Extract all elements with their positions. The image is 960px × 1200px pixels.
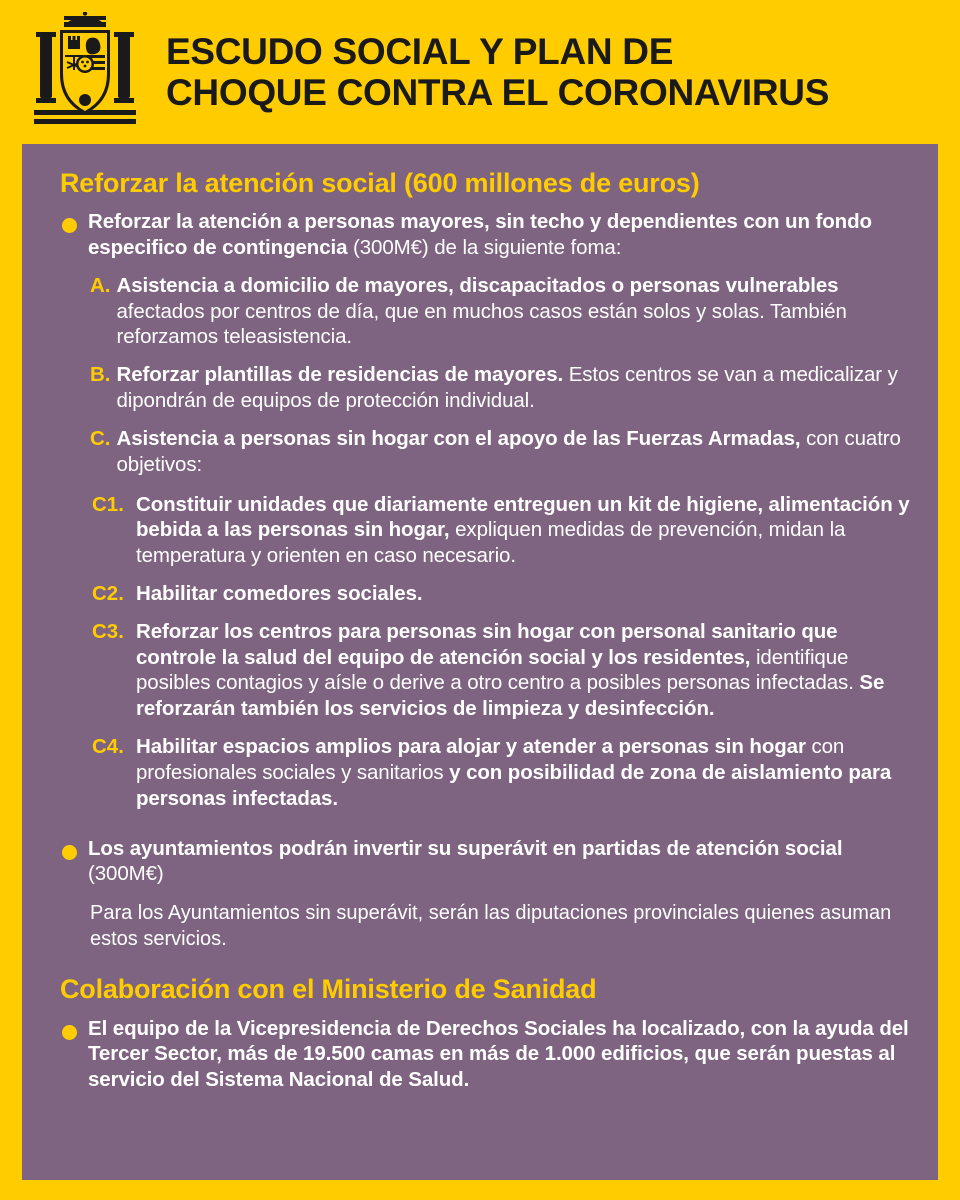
item-bold-text: Reforzar los centros para personas sin hogar con personal sanitario que controle la salud del equipo de atención social y los residentes,	[136, 619, 838, 669]
item-marker: A.	[90, 273, 111, 297]
page-title	[166, 31, 829, 114]
paragraph-diputaciones: Para los Ayuntamientos sin superávit, serán las diputaciones provinciales quienes asuman estos servicios.	[90, 902, 892, 950]
bullet-item-superavit	[56, 836, 912, 888]
section-title-sanidad: Colaboración con el Ministerio de Sanidad	[60, 974, 597, 1005]
item-bold-text: Constituir unidades que diariamente entreguen un kit de higiene, alimentación y bebida a las personas sin hogar,	[136, 492, 910, 542]
sub-item-c2	[92, 581, 912, 607]
spain-coat-of-arms-icon	[26, 12, 144, 132]
bullet-item	[56, 209, 912, 261]
sub-item-c3	[92, 619, 912, 722]
lettered-item-c	[90, 426, 912, 478]
bullet-light-text: (300M€) de la siguiente foma:	[347, 235, 622, 259]
item-light-text: con cuatro objetivos:	[116, 426, 901, 476]
item-bold-text: Asistencia a personas sin hogar con el apoyo de las Fuerzas Armadas,	[116, 426, 801, 450]
bullet-item-camas	[56, 1016, 912, 1093]
page-title-line-1: ESCUDO SOCIAL Y PLAN DE	[166, 30, 674, 72]
bullet-bold-text: El equipo de la Vicepresidencia de Derechos Sociales ha localizado, con la ayuda del Tercer Sector, más de 19.500 camas en más de 1.000 edificios, que serán puestas al servicio del Sistema Nacional de Salud.	[88, 1016, 909, 1092]
item-bold-text: Habilitar espacios amplios para alojar y atender a personas sin hogar	[136, 735, 806, 759]
item-light-text: Estos centros se van a medicalizar y dipondrán de equipos de protección individual.	[116, 363, 898, 413]
bullet-bold-text: Los ayuntamientos podrán invertir su superávit en partidas de atención social	[88, 836, 843, 860]
bullet-bold-text: Reforzar la atención a personas mayores, sin techo y dependientes con un fondo especifico de contingencia	[88, 210, 872, 259]
item-light-text: afectados por centros de día, que en muchos casos están solos y solas. También reforzamos teleasistencia.	[116, 299, 847, 349]
bullet-dot-icon	[62, 845, 77, 860]
item-marker: C.	[90, 426, 111, 450]
section-title-social: Reforzar la atención social (600 millones de euros)	[60, 168, 700, 198]
content-panel	[22, 144, 938, 1180]
item-marker: C1.	[92, 492, 124, 516]
item-marker: C3.	[92, 619, 124, 643]
sub-item-c1	[92, 492, 912, 569]
item-marker: C2.	[92, 581, 124, 605]
item-bold-text: Habilitar comedores sociales.	[136, 581, 423, 605]
page-title-line-2: CHOQUE CONTRA EL CORONAVIRUS	[166, 72, 830, 113]
item-light-text: expliquen medidas de prevención, midan la temperatura y orienten en caso necesario.	[136, 518, 846, 568]
item-light-text: identifique posibles contagios y aísle o derive a otro centro a posibles personas infectadas.	[136, 645, 860, 695]
item-bold-text: Reforzar plantillas de residencias de mayores.	[116, 363, 564, 387]
bullet-dot-icon	[62, 218, 77, 233]
bullet-light-text: (300M€)	[88, 862, 164, 886]
item-bold-text: Asistencia a domicilio de mayores, discapacitados o personas vulnerables	[116, 273, 839, 297]
item-marker: C4.	[92, 735, 124, 759]
item-light-text: con profesionales sociales y sanitarios	[136, 735, 845, 784]
item-bold-text-2: y con posibilidad de zona de aislamiento para personas infectadas.	[136, 760, 892, 810]
item-bold-text-2: Se reforzarán también los servicios de limpieza y desinfección.	[136, 671, 885, 721]
lettered-item-b	[90, 362, 912, 414]
sub-item-c4	[92, 734, 912, 811]
spacer	[56, 812, 912, 820]
lettered-item-a	[90, 273, 912, 350]
item-marker: B.	[90, 363, 111, 387]
bullet-dot-icon	[62, 1025, 77, 1040]
poster-header	[0, 0, 960, 140]
